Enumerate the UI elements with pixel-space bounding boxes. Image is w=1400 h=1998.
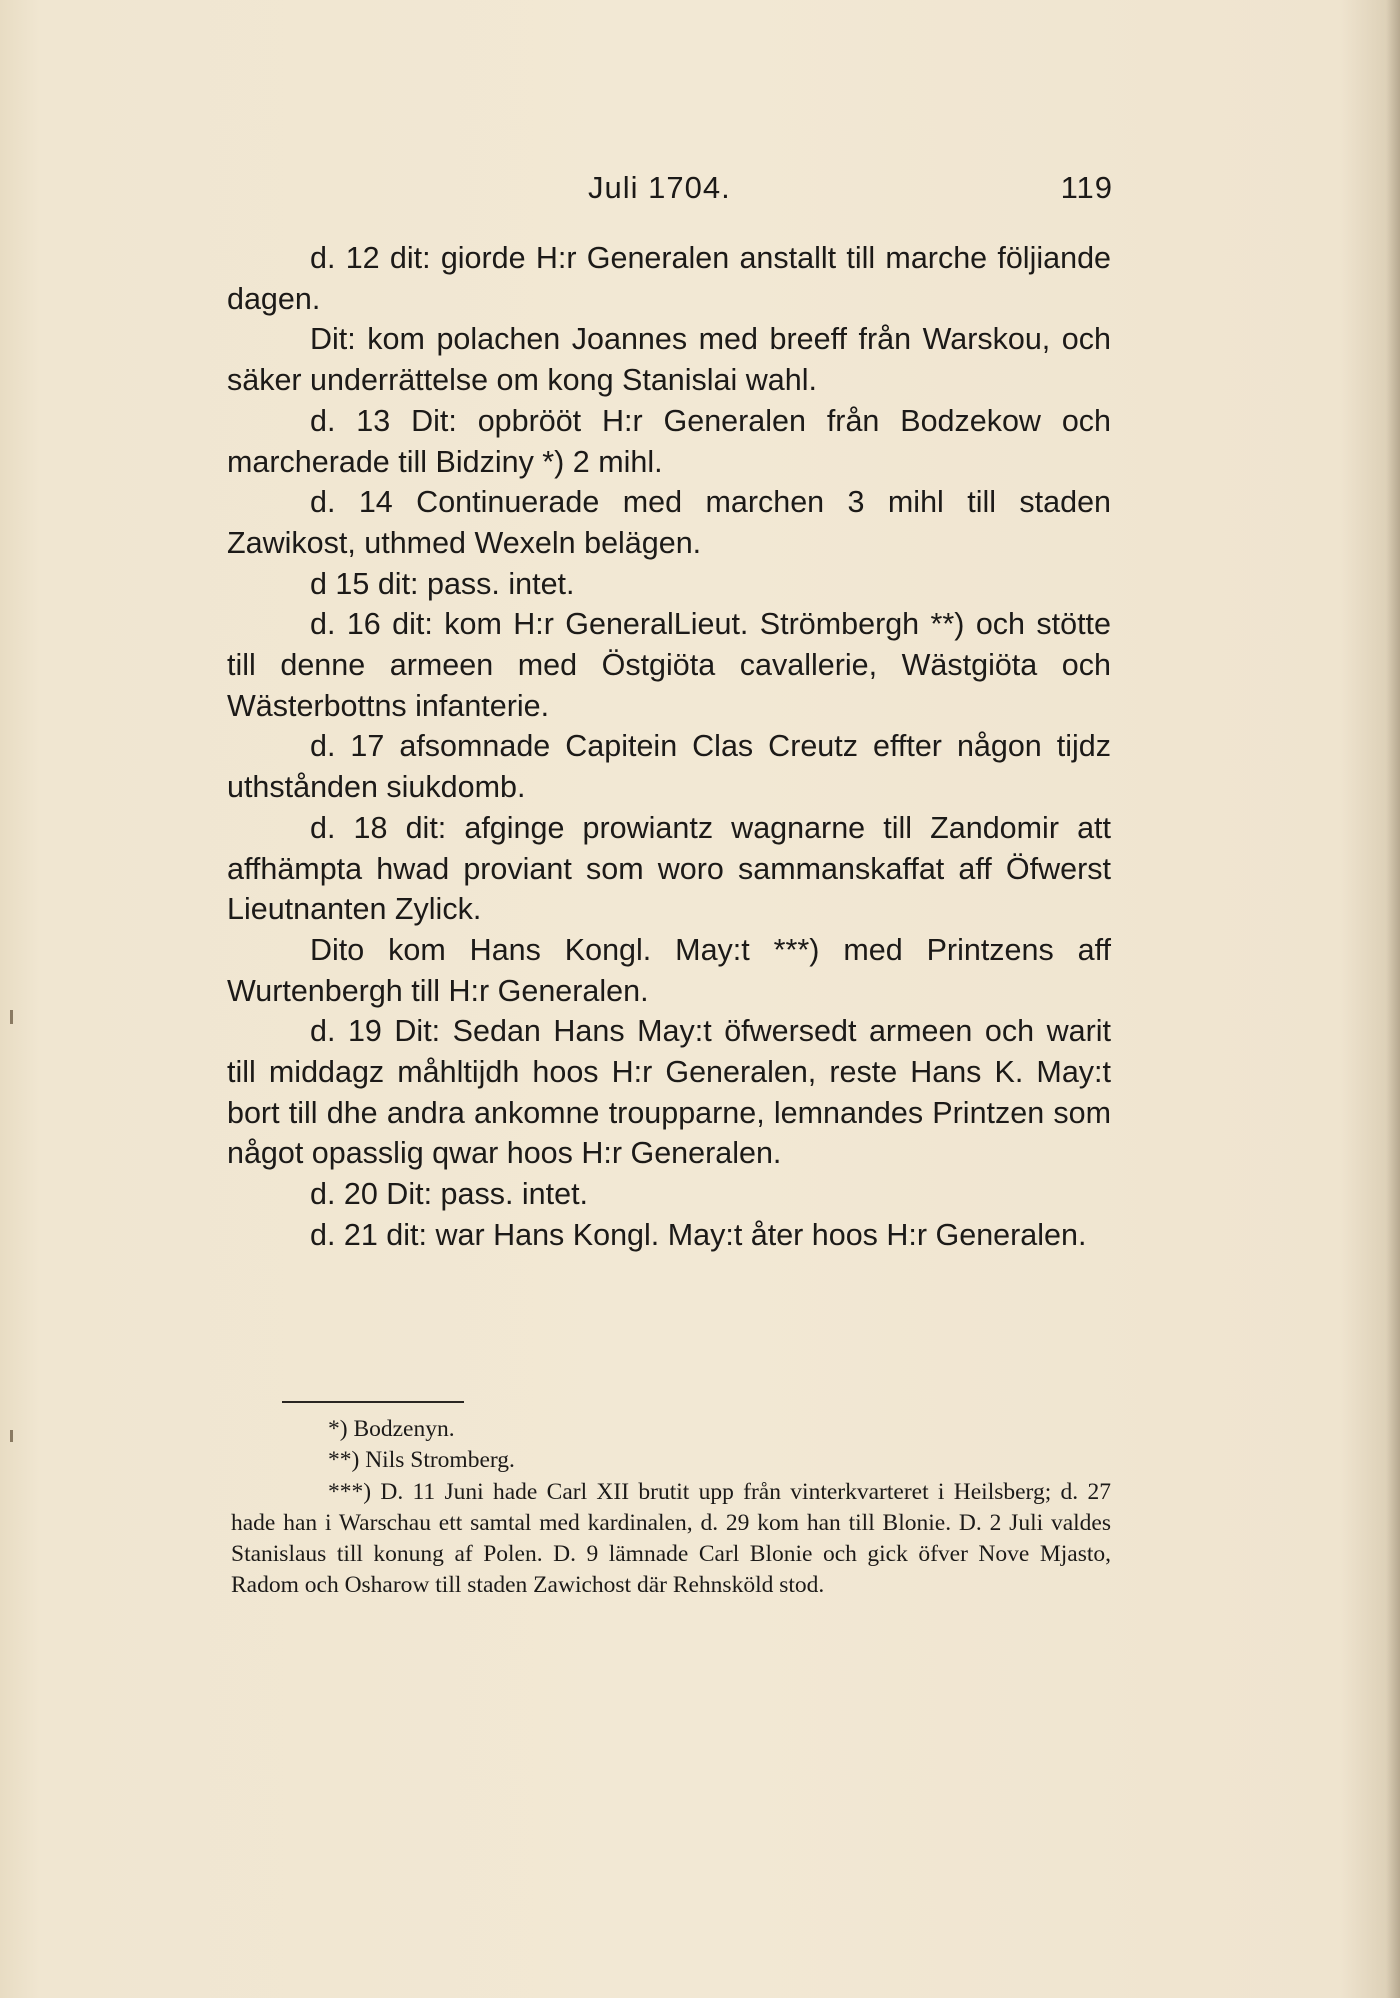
footnote: *) Bodzenyn. xyxy=(328,1416,455,1442)
diary-entry: d. 21 dit: war Hans Kongl. May:t åter hoos H:r Generalen. xyxy=(310,1217,1087,1252)
margin-mark xyxy=(10,1430,13,1442)
diary-entry: Dit: kom polachen Joannes med breeff från Warskou, och säker underrättelse om kong Stanislai wahl. xyxy=(227,322,1111,398)
diary-entry: d. 14 Continuerade med marchen 3 mihl till staden Zawikost, uthmed Wexeln belägen. xyxy=(227,485,1111,560)
diary-entry: d 15 dit: pass. intet. xyxy=(310,566,575,601)
diary-entry: Dito kom Hans Kongl. May:t ***) med Printzens aff Wurtenbergh till H:r Generalen. xyxy=(227,932,1111,1008)
diary-entry: d. 20 Dit: pass. intet. xyxy=(310,1177,589,1212)
diary-entry: d. 18 dit: afginge prowiantz wagnarne till Zandomir att affhämpta hwad proviant som woro sammanskaffat aff Öfwerst Lieutnanten Zylick. xyxy=(227,810,1111,927)
page-edge-shadow xyxy=(1386,0,1400,1998)
running-header xyxy=(588,170,1113,218)
diary-entry: d. 12 dit: giorde H:r Generalen anstallt till marche följiande dagen. xyxy=(227,241,1111,316)
footnotes xyxy=(231,1414,1111,1602)
margin-mark xyxy=(10,1010,13,1024)
diary-entry: d. 16 dit: kom H:r GeneralLieut. Strömbergh **) och stötte till denne armeen med Östgiöta cavallerie, Wästgiöta och Wästerbottns infanterie. xyxy=(227,607,1111,723)
diary-entry: d. 13 Dit: opbrööt H:r Generalen från Bodzekow och marcherade till Bidziny *) 2 mihl. xyxy=(227,403,1111,479)
footnote: ***) D. 11 Juni hade Carl XII brutit upp från vinterkvarteret i Heilsberg; d. 27 hade han i Warschau ett samtal med kardinalen, d. 29 kom han till Blonie. D. 2 Juli valdes Stanislaus till konung af Polen. D. 9 lämnade Carl Blonie och gick öfver Nove Mjasto, Radom och Osharow till staden Zawichost där Rehnsköld stod. xyxy=(231,1478,1111,1599)
main-text xyxy=(227,238,1111,1256)
diary-entry: d. 19 Dit: Sedan Hans May:t öfwersedt armeen och warit till middagz måhltijdh hoos H:r Generalen, reste Hans K. May:t bort till dhe andra ankomne troupparne, lemnandes Printzen som något opasslig qwar hoos H:r Generalen. xyxy=(227,1014,1111,1171)
diary-entry: d. 17 afsomnade Capitein Clas Creutz effter någon tijdz uthstånden siukdomb. xyxy=(227,729,1111,805)
footnote: **) Nils Stromberg. xyxy=(328,1447,515,1474)
running-header-title: Juli 1704. xyxy=(588,170,731,205)
page-number: 119 xyxy=(1060,170,1113,205)
footnote-divider xyxy=(282,1401,464,1403)
